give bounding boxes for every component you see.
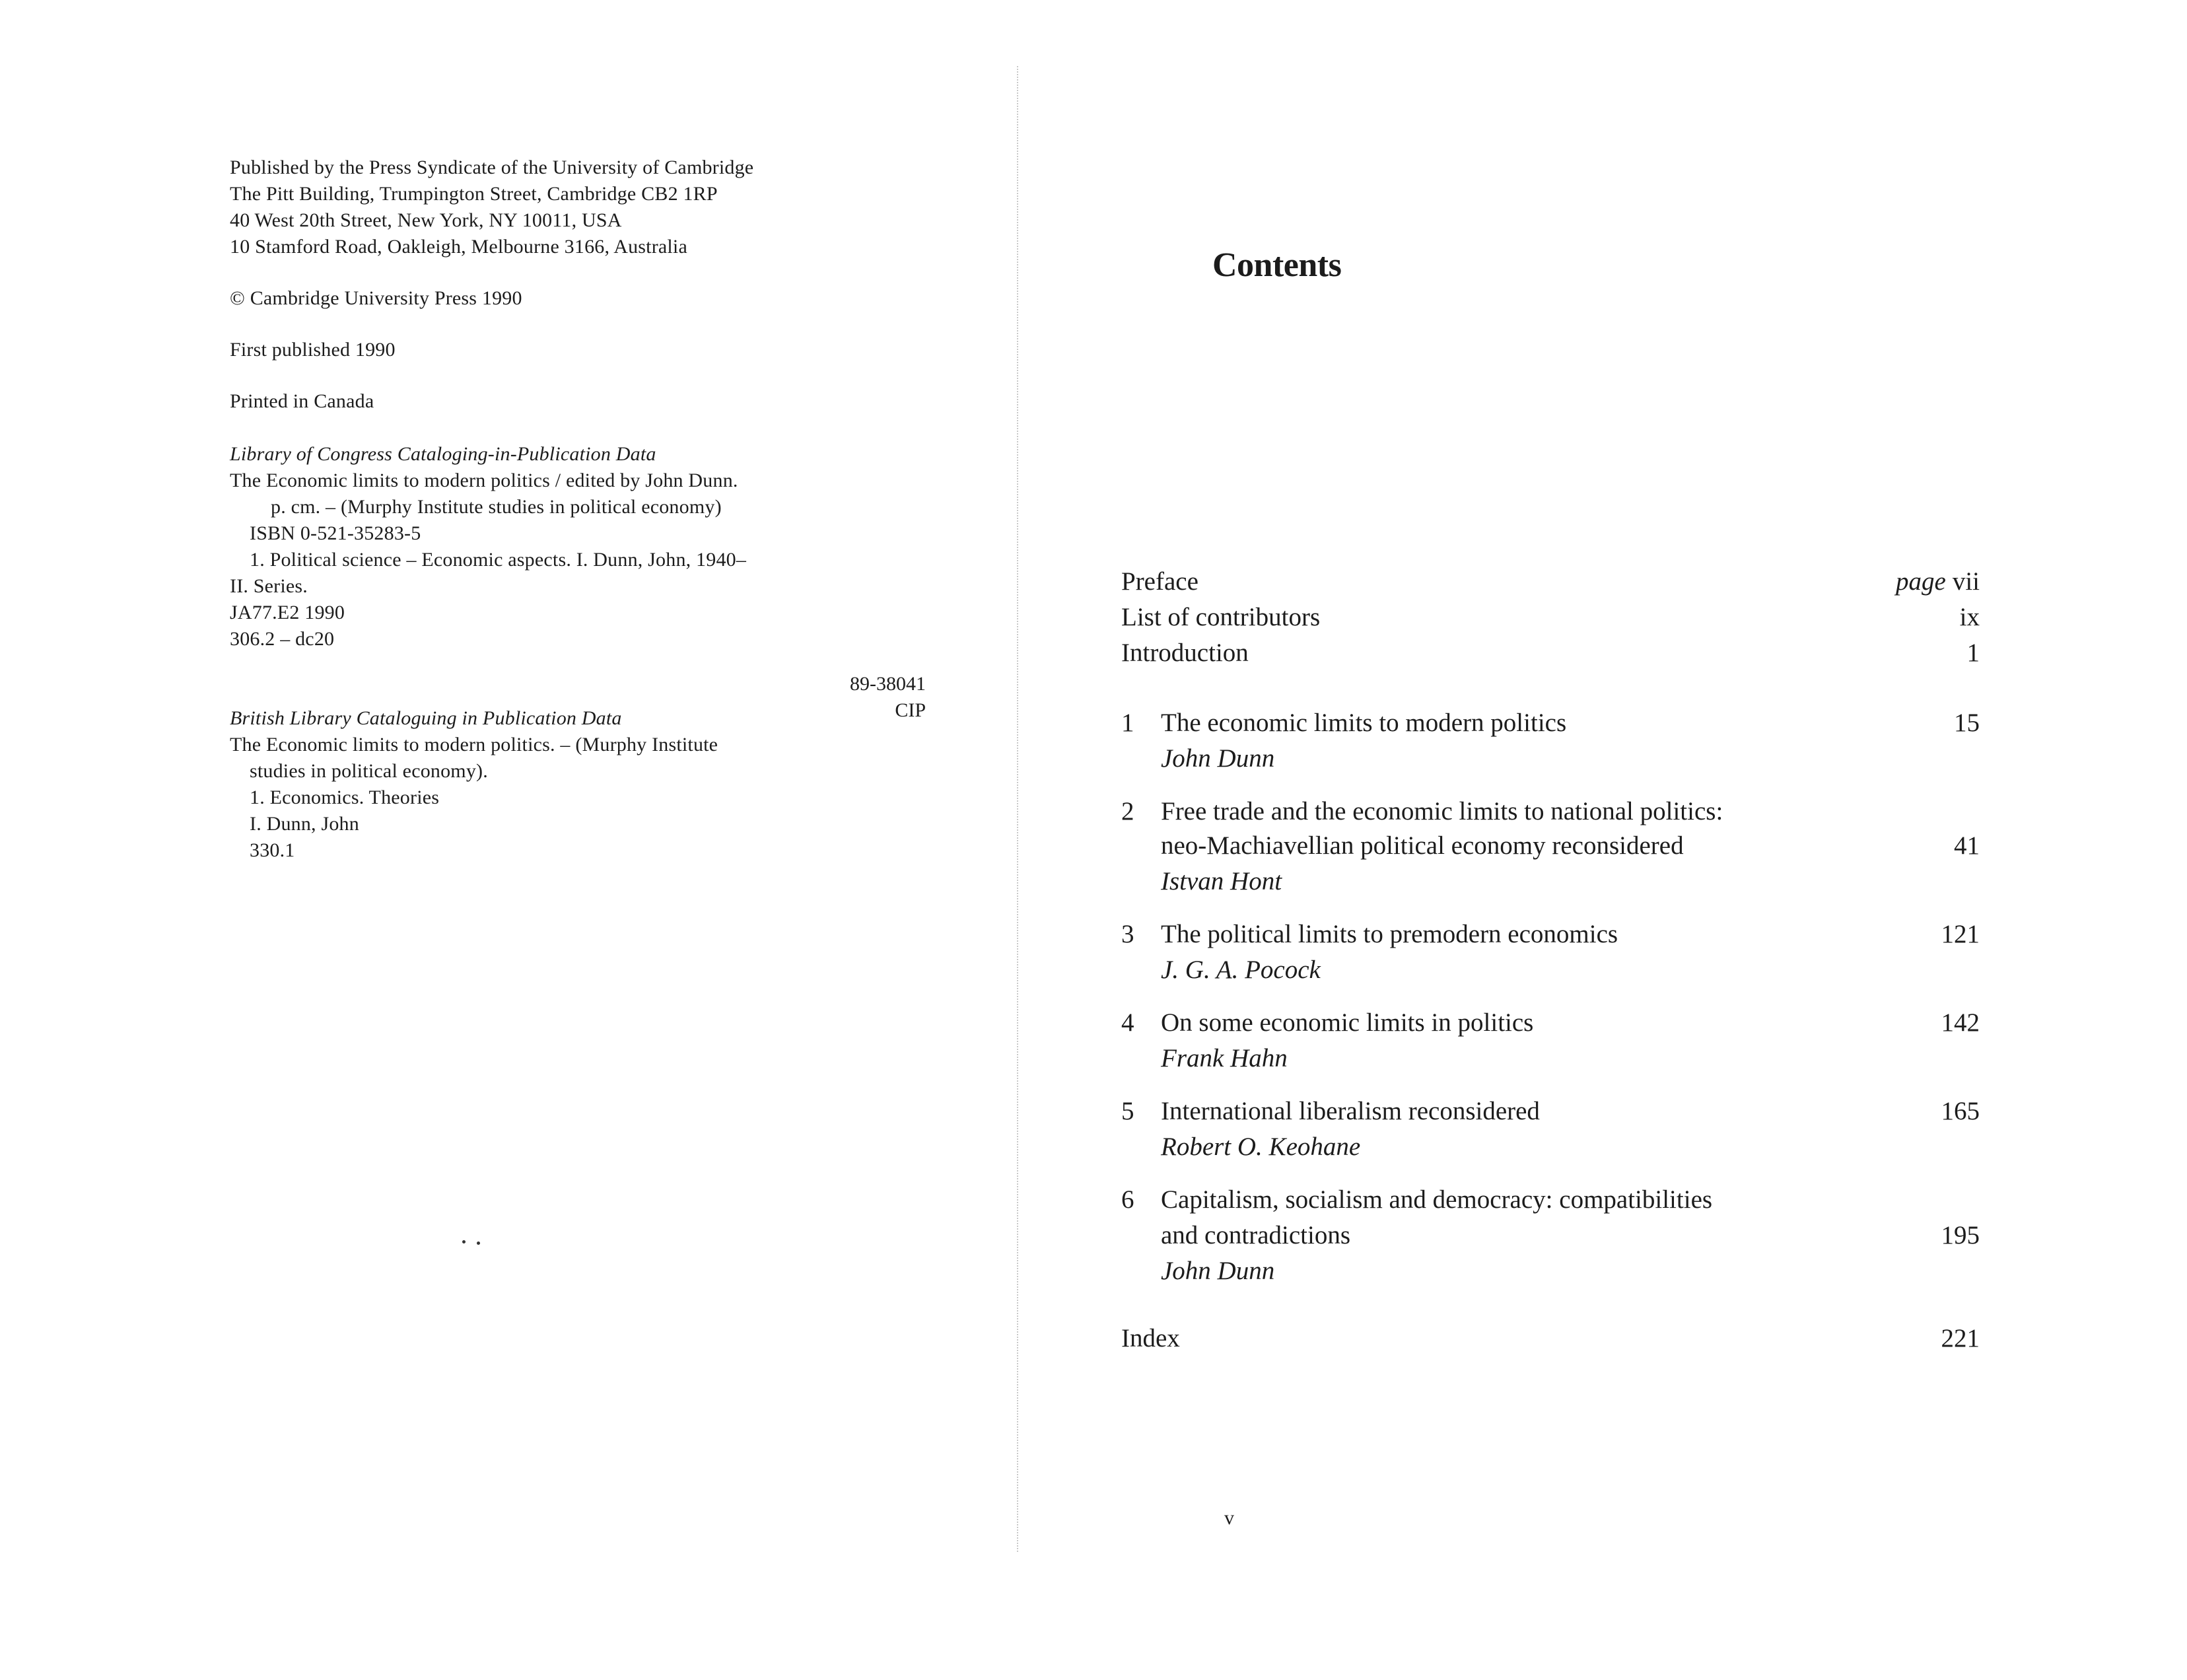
toc-chapter-2-line-2 — [1121, 831, 1980, 866]
chapter-title-continued: neo-Machiavellian political economy reconsidered — [1161, 831, 1684, 860]
chapter-title: On some economic limits in politics — [1161, 1008, 1534, 1037]
loc-cip-line: JA77.E2 1990 — [230, 602, 345, 623]
loc-cip-heading: Library of Congress Cataloging-in-Publication Data — [230, 443, 656, 465]
toc-chapter-3 — [1121, 919, 1980, 955]
publisher-line: 10 Stamford Road, Oakleigh, Melbourne 3166, Australia — [230, 236, 687, 258]
printed-line: Printed in Canada — [230, 390, 374, 412]
chapter-title: International liberalism reconsidered — [1161, 1097, 1540, 1125]
bl-cip-line: studies in political economy). — [250, 760, 488, 782]
toc-chapter-4-author-row — [1121, 1043, 1980, 1079]
print-speck — [462, 1240, 466, 1243]
toc-chapter-3-author-row — [1121, 955, 1980, 991]
loc-cip-line: 306.2 – dc20 — [230, 628, 335, 650]
chapter-author: J. G. A. Pocock — [1161, 956, 1321, 984]
page-folio: v — [1224, 1507, 1234, 1529]
loc-cip-line: 1. Political science – Economic aspects. I. Dunn, John, 1940– — [250, 549, 747, 571]
chapter-title: Free trade and the economic limits to national politics: — [1161, 797, 1723, 825]
toc-chapter-6-line-2 — [1121, 1220, 1980, 1256]
chapter-number: 1 — [1121, 709, 1134, 737]
page-number: vii — [1952, 567, 1980, 596]
loc-cip-line: p. cm. – (Murphy Institute studies in political economy) — [271, 496, 722, 518]
chapter-number: 5 — [1121, 1097, 1134, 1125]
toc-entry-page — [1896, 567, 1980, 596]
chapter-page: 15 — [1954, 709, 1980, 737]
imprint-block — [230, 155, 983, 864]
toc-chapter-2-author-row — [1121, 866, 1980, 902]
chapter-title-continued: and contradictions — [1161, 1221, 1350, 1249]
toc-chapter-2 — [1121, 796, 1980, 832]
chapter-page: 195 — [1941, 1221, 1980, 1249]
bl-cip-line: 330.1 — [250, 839, 295, 861]
chapter-title: The economic limits to modern politics — [1161, 709, 1567, 737]
bl-cip-line: I. Dunn, John — [250, 813, 359, 835]
first-published-line: First published 1990 — [230, 339, 396, 361]
toc-chapter-6-author-row — [1121, 1256, 1980, 1292]
print-speck — [477, 1242, 480, 1245]
toc-entry-contributors — [1121, 602, 1980, 638]
toc-chapter-5-author-row — [1121, 1132, 1980, 1168]
chapter-author: Frank Hahn — [1161, 1044, 1288, 1072]
toc-entry-title: Preface — [1121, 567, 1198, 596]
toc-entry-index — [1121, 1323, 1980, 1359]
copyright-line: © Cambridge University Press 1990 — [230, 287, 522, 309]
chapter-author: John Dunn — [1161, 744, 1275, 773]
loc-cip-line: ISBN 0-521-35283-5 — [250, 522, 421, 544]
page-prefix: page — [1896, 567, 1946, 596]
toc-entry-page: 1 — [1966, 639, 1980, 667]
bl-cip-line: 1. Economics. Theories — [250, 787, 440, 808]
publisher-line: 40 West 20th Street, New York, NY 10011, USA — [230, 209, 622, 231]
loc-cip-line: II. Series. — [230, 575, 308, 597]
toc-chapter-1 — [1121, 708, 1980, 744]
page-gutter — [1017, 66, 1018, 1552]
chapter-page: 41 — [1954, 831, 1980, 860]
toc-chapter-6 — [1121, 1185, 1980, 1220]
chapter-number: 3 — [1121, 920, 1134, 948]
chapter-author: John Dunn — [1161, 1257, 1275, 1285]
bl-cip-line: The Economic limits to modern politics. – (Murphy Institute — [230, 734, 718, 755]
toc-chapter-1-author-row — [1121, 744, 1980, 779]
chapter-title: Capitalism, socialism and democracy: compatibilities — [1161, 1185, 1713, 1214]
chapter-page: 142 — [1941, 1008, 1980, 1037]
bl-cip-heading: British Library Cataloguing in Publication Data — [230, 707, 622, 729]
loc-cip-label: CIP — [895, 699, 926, 721]
loc-card-number: 89-38041 — [850, 673, 926, 695]
contents-title: Contents — [1212, 246, 1342, 284]
toc-entry-preface — [1121, 567, 1980, 602]
toc-entry-title: Index — [1121, 1324, 1180, 1352]
toc-entry-page: 221 — [1941, 1324, 1980, 1352]
chapter-page: 121 — [1941, 920, 1980, 948]
chapter-author: Robert O. Keohane — [1161, 1133, 1361, 1161]
toc-entry-title: Introduction — [1121, 639, 1249, 667]
toc-entry-introduction — [1121, 638, 1980, 674]
copyright-page — [0, 0, 1017, 1680]
chapter-number: 2 — [1121, 797, 1134, 825]
chapter-title: The political limits to premodern economics — [1161, 920, 1618, 948]
toc-chapter-4 — [1121, 1008, 1980, 1043]
toc-chapter-5 — [1121, 1096, 1980, 1132]
publisher-line: The Pitt Building, Trumpington Street, Cambridge CB2 1RP — [230, 183, 718, 205]
chapter-author: Istvan Hont — [1161, 867, 1282, 895]
chapter-number: 4 — [1121, 1008, 1134, 1037]
loc-cip-line: The Economic limits to modern politics / edited by John Dunn. — [230, 470, 738, 491]
contents-page — [1030, 0, 2187, 1680]
publisher-line: Published by the Press Syndicate of the University of Cambridge — [230, 157, 754, 178]
chapter-page: 165 — [1941, 1097, 1980, 1125]
toc-entry-page: ix — [1959, 603, 1980, 631]
chapter-number: 6 — [1121, 1185, 1134, 1214]
toc-entry-title: List of contributors — [1121, 603, 1321, 631]
